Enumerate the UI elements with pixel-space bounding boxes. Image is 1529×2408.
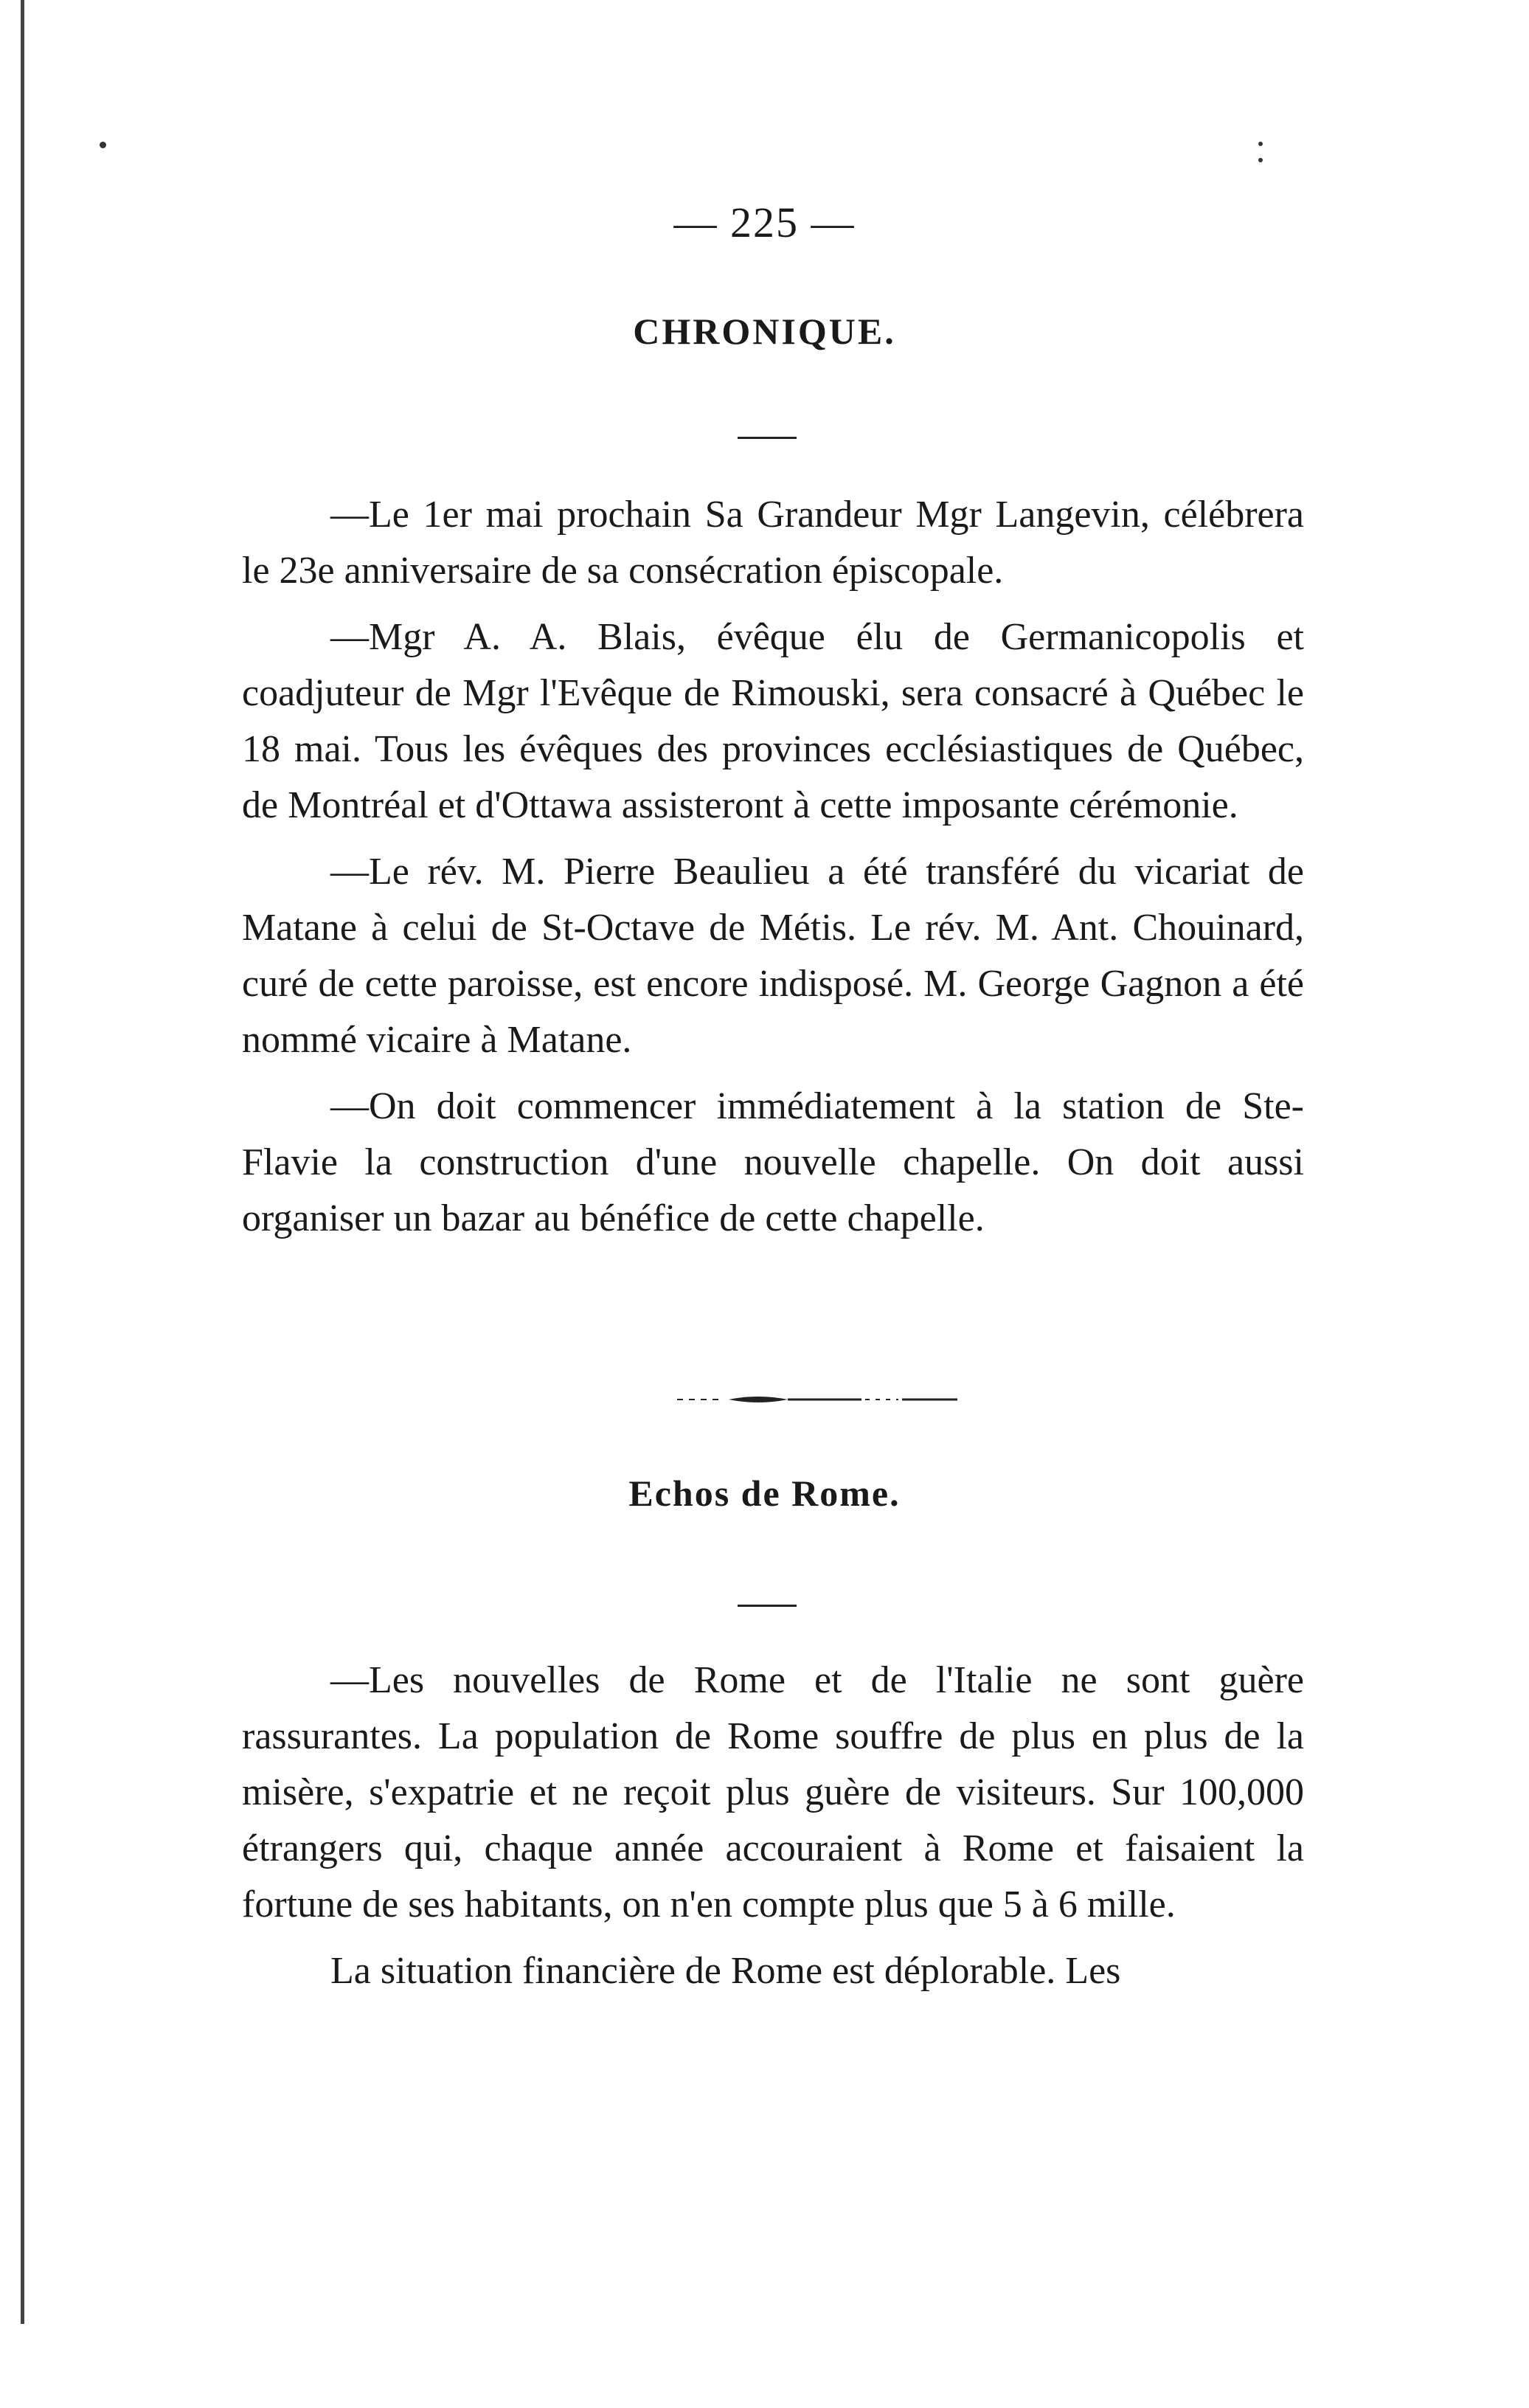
scan-speck [1258,158,1263,162]
section-divider-ornament [677,1394,957,1405]
paragraph: —Mgr A. A. Blais, évêque élu de Germanicopolis et coadjuteur de Mgr l'Evêque de Rimouski, sera consacré à Québec le 18 mai. Tous les évêques des provinces ecclésiastiques de Québec, de Montréal et d'Ottawa assisteront à cette imposante cérémonie. [242,616,1304,826]
paragraph: —Le 1er mai prochain Sa Grandeur Mgr Langevin, célébrera le 23e anniversaire de sa consécration épiscopale. [242,494,1304,592]
paragraph: La situation financière de Rome est déplorable. Les [330,1950,1121,1992]
section-title-echos-de-rome: Echos de Rome. [628,1473,901,1514]
paragraph: —On doit commencer immédiatement à la station de Ste-Flavie la construction d'une nouvelle chapelle. On doit aussi organiser un bazar au bénéfice de cette chapelle. [242,1085,1304,1239]
paragraph: —Le rév. M. Pierre Beaulieu a été transféré du vicariat de Matane à celui de St-Octave de Métis. Le rév. M. Ant. Chouinard, curé de cette paroisse, est encore indisposé. M. George Gagnon a été nommé vicaire à Matane. [242,851,1304,1061]
echos-de-rome-body [242,1653,1304,1999]
title-rule [738,1605,797,1607]
scan-speck [100,142,106,148]
page-number: — 225 — [673,198,856,246]
chronique-body [242,487,1304,1247]
paragraph: —Les nouvelles de Rome et de l'Italie ne sont guère rassurantes. La population de Rome souffre de plus en plus de la misère, s'expatrie et ne reçoit plus guère de visiteurs. Sur 100,000 étrangers qui, chaque année accouraient à Rome et faisaient la fortune de ses habitants, on n'en compte plus que 5 à 6 mille. [242,1659,1304,1926]
scan-speck [1258,142,1263,146]
section-title-chronique: CHRONIQUE. [633,311,896,352]
title-rule [738,437,797,439]
